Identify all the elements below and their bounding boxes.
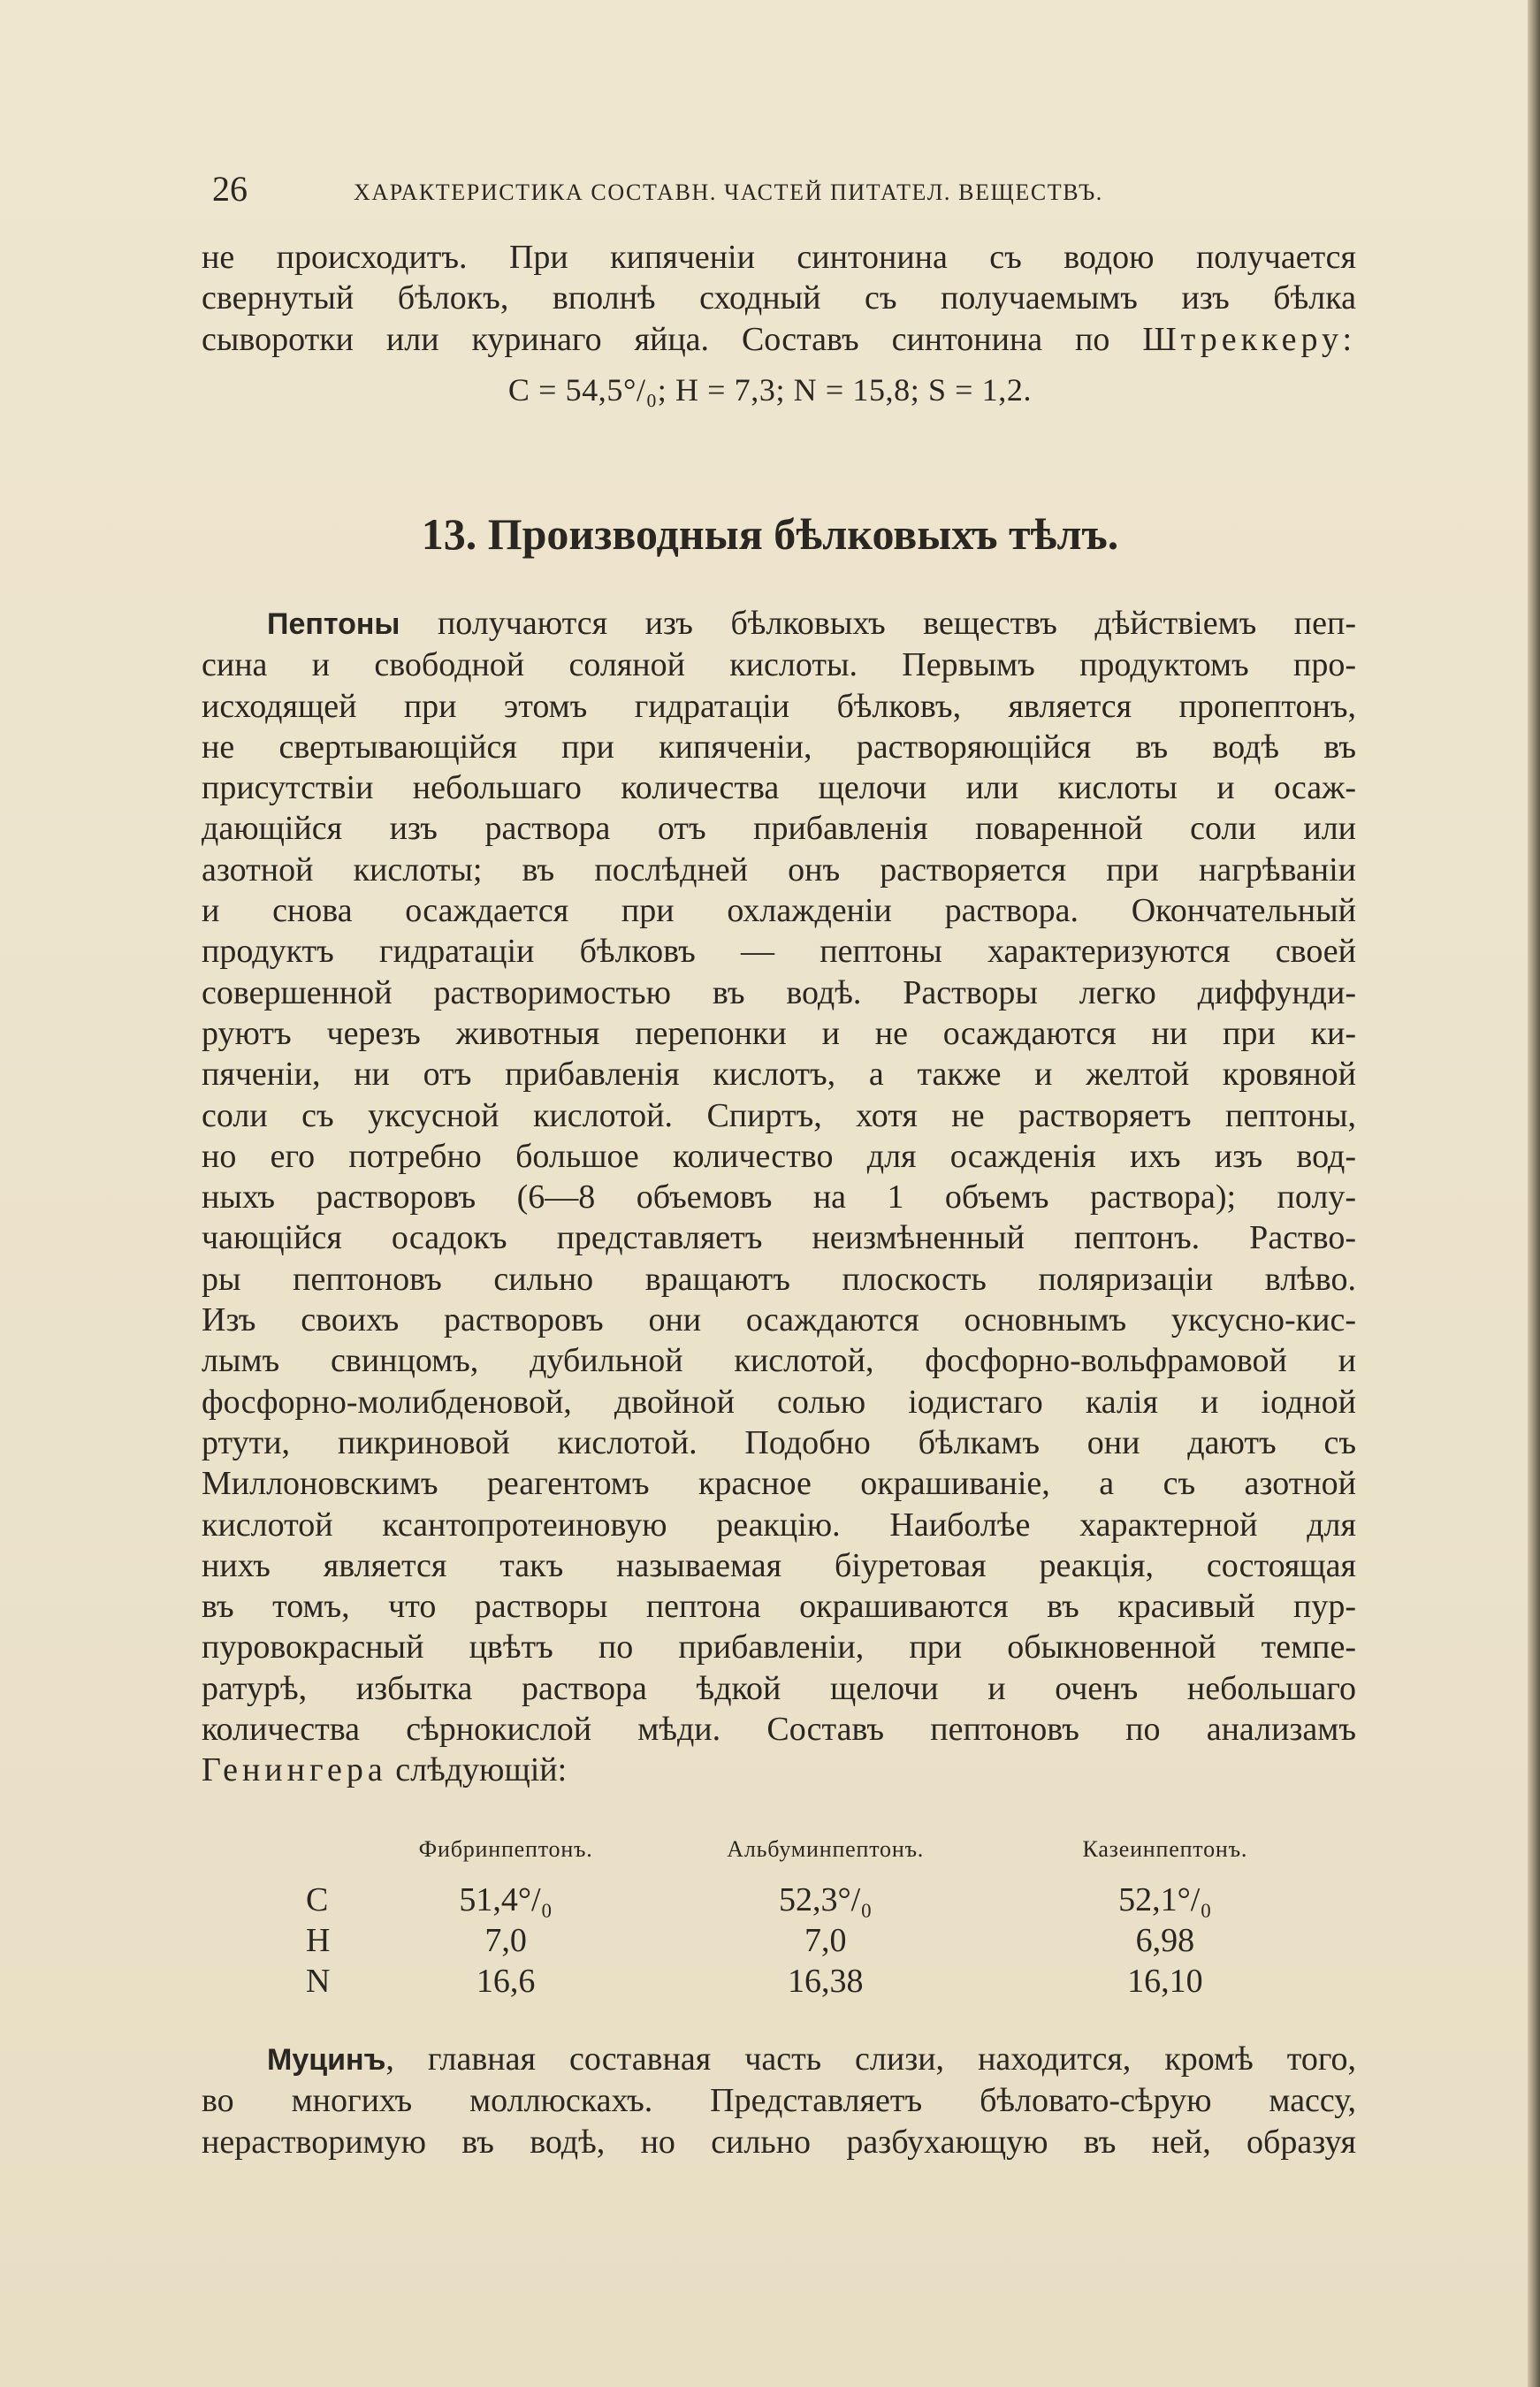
- paragraph-line: ныхъ растворовъ (6—8 объемовъ на 1 объемъ раствора); полу-: [202, 1178, 1356, 1216]
- term-mucin: Муцинъ: [267, 2043, 386, 2077]
- table-cell: 7,0: [484, 1922, 527, 1959]
- page-header: [202, 168, 1360, 214]
- paragraph-line: дающійся изъ раствора отъ прибавленія поваренной соли или: [202, 810, 1356, 848]
- paragraph-line: Изъ своихъ растворовъ они осаждаются основнымъ уксусно-кис-: [202, 1301, 1356, 1339]
- intro-line: [202, 319, 1356, 360]
- paragraph-line: количества сѣрнокислой мѣди. Составъ пептоновъ по анализамъ: [202, 1711, 1356, 1749]
- running-title: ХАРАКТЕРИСТИКА СОСТАВН. ЧАСТЕЙ ПИТАТЕЛ. ВЕЩЕСТВЪ.: [354, 179, 1103, 205]
- peptones-lines: [202, 644, 1356, 1750]
- table-header-row: [265, 1832, 1326, 1880]
- element-symbol: H: [306, 1922, 331, 1959]
- table-cell: 16,6: [476, 1963, 536, 2000]
- paragraph-line: азотной кислоты; въ послѣдней онъ растворяется при нагрѣваніи: [202, 850, 1356, 888]
- column-header: Фибринпептонъ.: [418, 1836, 593, 1862]
- paragraph-line: совершенной растворимостью въ водѣ. Растворы легко диффунди-: [202, 973, 1356, 1011]
- paragraph-line: фосфорно-молибденовой, двойной солью іодистаго калія и іодной: [202, 1383, 1356, 1421]
- intro-line: не происходитъ. При кипяченіи синтонина съ водою получается: [202, 239, 1356, 276]
- paragraph-line: [202, 2039, 1356, 2080]
- paragraph-line: не свертывающійся при кипяченіи, растворяющійся въ водѣ въ: [202, 728, 1356, 766]
- element-symbol: N: [306, 1963, 331, 2000]
- element-symbol: C: [306, 1881, 329, 1918]
- table-cell: 51,4°/₀: [459, 1881, 553, 1918]
- table-cell: 52,1°/₀: [1118, 1881, 1212, 1918]
- paragraph-line: но его потребно большое количество для осажденія ихъ изъ вод-: [202, 1137, 1356, 1175]
- paragraph-line: пуровокрасный цвѣтъ по прибавленіи, при обыкновенной темпе-: [202, 1628, 1356, 1666]
- table-cell: 16,10: [1127, 1963, 1203, 2000]
- paragraph-line: нерастворимую въ водѣ, но сильно разбухающую въ ней, образуя: [202, 2123, 1356, 2161]
- paragraph-line: чающійся осадокъ представляетъ неизмѣненный пептонъ. Раство-: [202, 1219, 1356, 1257]
- paragraph-line: ры пептоновъ сильно вращаютъ плоскость поляризаціи влѣво.: [202, 1260, 1356, 1298]
- paragraph-line: нихъ является такъ называемая біуретовая реакція, состоящая: [202, 1546, 1356, 1584]
- paragraph-line: [202, 603, 1356, 644]
- paragraph-line: ратурѣ, избытка раствора ѣдкой щелочи и оченъ небольшаго: [202, 1669, 1356, 1707]
- paragraph-line: продуктъ гидратаціи бѣлковъ — пептоны характеризуются своей: [202, 933, 1356, 971]
- table-cell: 6,98: [1135, 1922, 1195, 1959]
- paragraph-line: и снова осаждается при охлажденіи раствора. Окончательный: [202, 892, 1356, 930]
- intro-paragraph: [202, 237, 1356, 360]
- paragraph-line: присутствіи небольшаго количества щелочи или кислоты и осаж-: [202, 769, 1356, 807]
- peptones-paragraph: [202, 603, 1356, 1791]
- paragraph-line: ртути, пикриновой кислотой. Подобно бѣлкамъ они даютъ съ: [202, 1423, 1356, 1461]
- paragraph-line: исходящей при этомъ гидратаціи бѣлковъ, является пропептонъ,: [202, 687, 1356, 725]
- peptone-composition-table: [265, 1832, 1326, 2026]
- paragraph-line: руютъ черезъ животныя перепонки и не осаждаются ни при ки-: [202, 1014, 1356, 1052]
- paragraph-line: пяченіи, ни отъ прибавленія кислотъ, а также и желтой кровяной: [202, 1056, 1356, 1094]
- intro-line: свернутый бѣлокъ, вполнѣ сходный съ получаемымъ изъ бѣлка: [202, 279, 1356, 317]
- paragraph-line: [202, 1750, 1356, 1790]
- paragraph-first-line-text: получаются изъ бѣлковыхъ веществъ дѣйствіемъ пеп-: [400, 605, 1356, 642]
- page-edge-shadow: [1528, 0, 1540, 2387]
- page-number: 26: [212, 169, 248, 209]
- paragraph-line: въ томъ, что растворы пептона окрашиваются въ красивый пур-: [202, 1588, 1356, 1626]
- table-cell: 52,3°/₀: [778, 1881, 873, 1918]
- author-name-geninger: Генингера: [202, 1751, 387, 1789]
- column-header: Казеинпептонъ.: [1082, 1836, 1248, 1862]
- section-heading: 13. Производныя бѣлковыхъ тѣлъ.: [421, 509, 1119, 559]
- author-name-strekker: Штреккеру:: [1142, 320, 1356, 358]
- paragraph-line: лымъ свинцомъ, дубильной кислотой, фосфорно-вольфрамовой и: [202, 1342, 1356, 1380]
- table-cell: 16,38: [787, 1963, 864, 2000]
- term-peptones: Пептоны: [267, 607, 400, 641]
- paragraph-line: сина и свободной соляной кислоты. Первымъ продуктомъ про-: [202, 646, 1356, 684]
- table-row: [265, 1961, 1326, 2002]
- syntonin-formula: C = 54,5°/₀; H = 7,3; N = 15,8; S = 1,2.: [507, 372, 1033, 408]
- table-row: [265, 1880, 1326, 1920]
- paragraph-line: кислотой ксантопротеиновую реакцію. Наиболѣе характерной для: [202, 1506, 1356, 1544]
- column-header: Альбуминпептонъ.: [727, 1836, 925, 1862]
- table-row: [265, 1920, 1326, 1961]
- paragraph-line: во многихъ моллюскахъ. Представляетъ бѣловато-сѣрую массу,: [202, 2082, 1356, 2120]
- table-cell: 7,0: [804, 1922, 847, 1959]
- paragraph-line: соли съ уксусной кислотой. Спиртъ, хотя не растворяетъ пептоны,: [202, 1096, 1356, 1134]
- paragraph-line: Миллоновскимъ реагентомъ красное окрашиваніе, а съ азотной: [202, 1465, 1356, 1503]
- intro-line-prefix: сыворотки или куринаго яйца. Составъ синтонина по: [202, 320, 1143, 358]
- mucin-paragraph: [202, 2039, 1356, 2162]
- paragraph-last-line-text: слѣдующій:: [386, 1751, 568, 1789]
- paragraph-first-line-text: , главная составная часть слизи, находится, кромѣ того,: [385, 2040, 1356, 2078]
